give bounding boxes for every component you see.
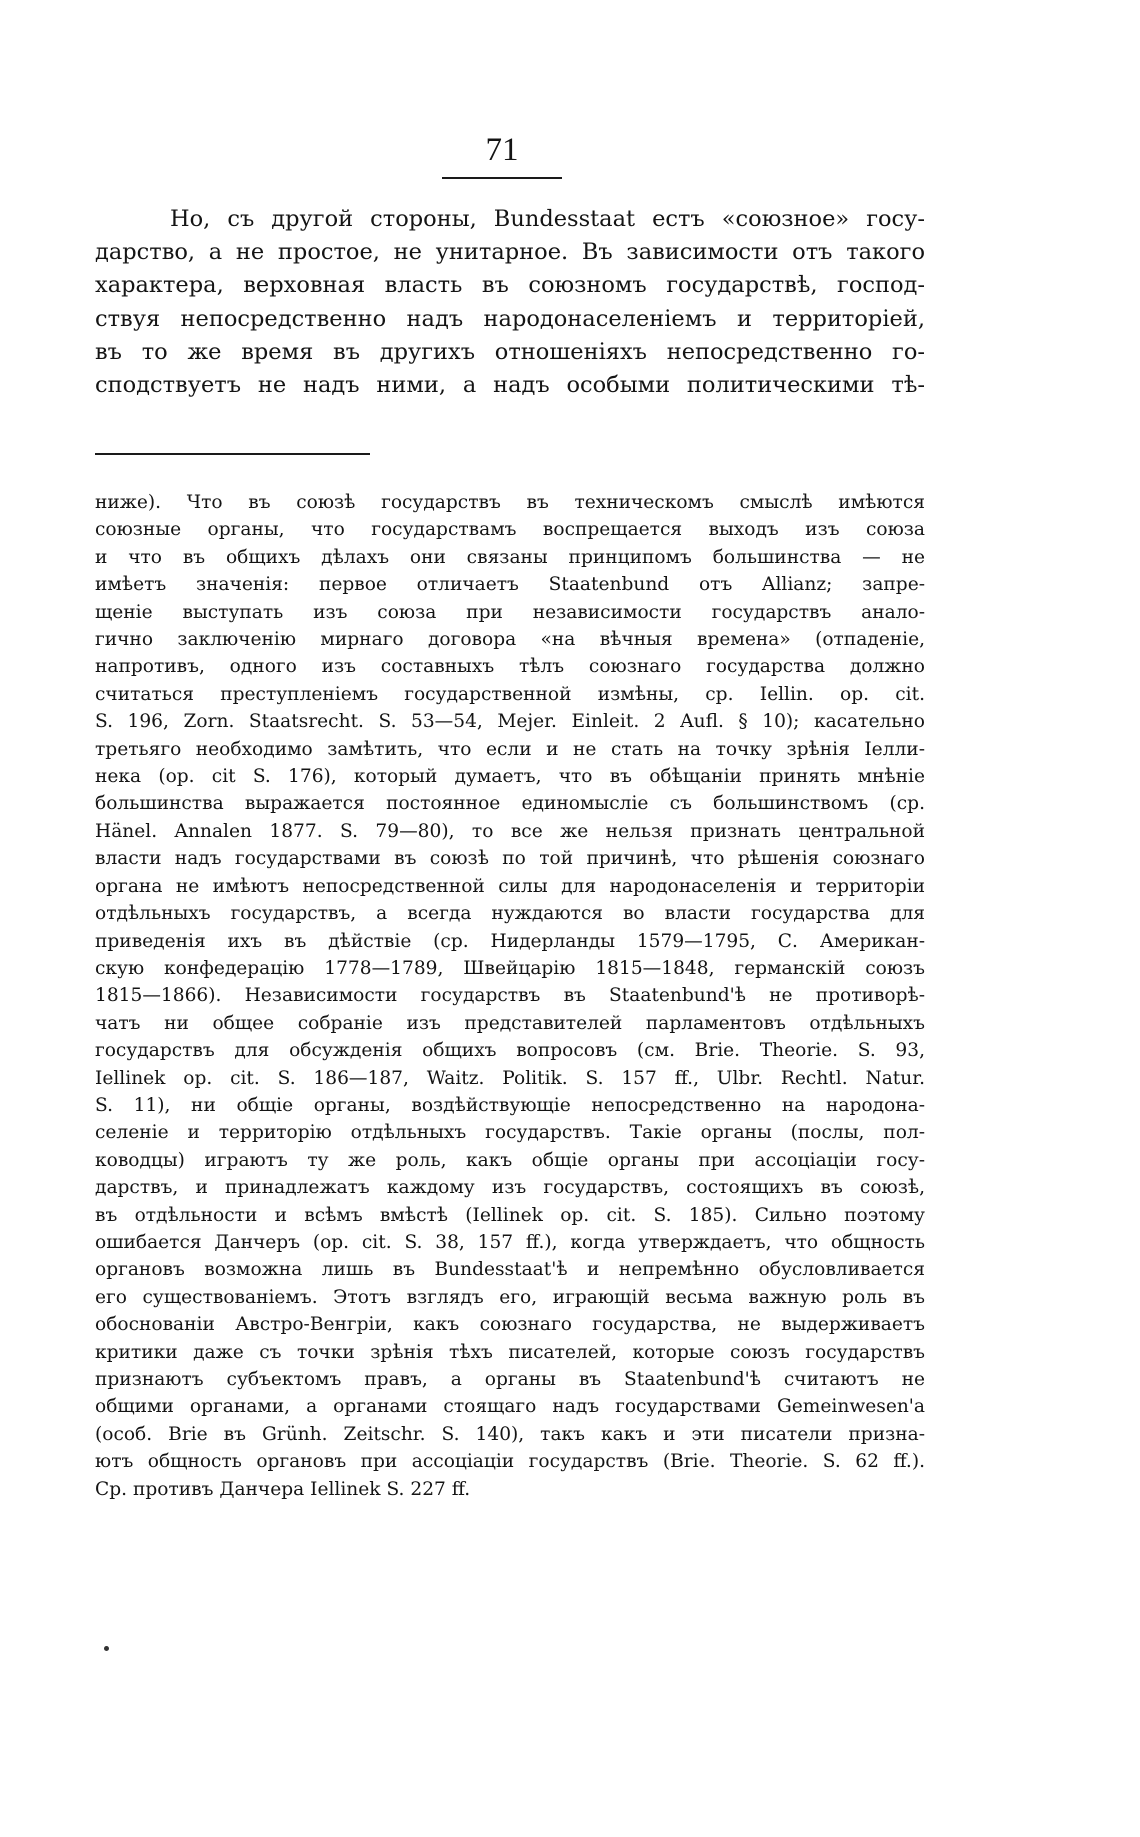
footnote-separator — [95, 453, 370, 455]
main-text-line: въ то же время въ другихъ отношеніяхъ непосредственно го- — [95, 338, 925, 365]
footnote-line: Hänel. Annalen 1877. S. 79—80), то все же нельзя признать центральной — [95, 820, 925, 842]
footnote-line: государствъ для обсужденія общихъ вопросовъ (см. Brie. Theorie. S. 93, — [95, 1040, 925, 1062]
footnote-line: (особ. Brie въ Grünh. Zeitschr. S. 140), такъ какъ и эти писатели призна- — [95, 1423, 925, 1445]
footnote-line: дарствъ, и принадлежатъ каждому изъ государствъ, состоящихъ въ союзѣ, — [95, 1177, 925, 1199]
footnote-line: 1815—1866). Независимости государствъ въ Staatenbund'ѣ не противорѣ- — [95, 985, 925, 1007]
main-text — [95, 203, 925, 402]
footnote-line: имѣетъ значенія: первое отличаетъ Staatenbund отъ Allianz; запре- — [95, 574, 925, 596]
footnote-line: органовъ возможна лишь въ Bundesstaat'ѣ и непремѣнно обусловливается — [95, 1259, 925, 1281]
footnote-line: ютъ общность органовъ при ассоціаціи государствъ (Brie. Theorie. S. 62 ff.). — [95, 1451, 925, 1473]
page-number: 71 — [485, 132, 519, 168]
footnote-line: отдѣльныхъ государствъ, а всегда нуждаются во власти государства для — [95, 903, 925, 925]
footnote-line: общими органами, а органами стоящаго надъ государствами Gemeinwesen'a — [95, 1396, 925, 1418]
footnote-line: S. 196, Zorn. Staatsrecht. S. 53—54, Mejer. Einleit. 2 Aufl. § 10); касательно — [95, 711, 925, 733]
footnote-line: щеніе выступать изъ союза при независимости государствъ анало- — [95, 601, 925, 623]
footnote-line: большинства выражается постоянное единомысліе съ большинствомъ (ср. — [95, 793, 925, 815]
footnote-text — [95, 489, 925, 1503]
footnote-line: обоснованіи Австро-Венгріи, какъ союзнаго государства, не выдерживаетъ — [95, 1314, 925, 1336]
footnote-line: нека (op. cit S. 176), который думаетъ, что въ обѣщаніи принять мнѣніе — [95, 766, 925, 788]
footnote-line: приведенія ихъ въ дѣйствіе (ср. Нидерланды 1579—1795, С. Американ- — [95, 930, 925, 952]
main-text-line: характера, верховная власть въ союзномъ государствѣ, господ- — [95, 272, 925, 299]
footnote-line: напротивъ, одного изъ составныхъ тѣлъ союзнаго государства должно — [95, 656, 925, 678]
footnote-line: гично заключенію мирнаго договора «на вѣчныя времена» (отпаденіе, — [95, 629, 925, 651]
footnote-line: третьяго необходимо замѣтить, что если и не стать на точку зрѣнія Іелли- — [95, 738, 925, 760]
footnote-line: критики даже съ точки зрѣнія тѣхъ писателей, которые союзъ государствъ — [95, 1341, 925, 1363]
page-number-rule — [442, 177, 562, 179]
footnote-line: чатъ ни общее собраніе изъ представителей парламентовъ отдѣльныхъ — [95, 1012, 925, 1034]
footnote-line: селеніе и территорію отдѣльныхъ государствъ. Такіе органы (послы, пол- — [95, 1122, 925, 1144]
footnote-line: считаться преступленіемъ государственной измѣны, ср. Iellin. op. cit. — [95, 683, 925, 705]
footnote-line: въ отдѣльности и всѣмъ вмѣстѣ (Iellinek op. cit. S. 185). Сильно поэтому — [95, 1204, 925, 1226]
footnote-line: скую конфедерацію 1778—1789, Швейцарію 1815—1848, германскій союзъ — [95, 957, 925, 979]
footnote-line: союзные органы, что государствамъ воспрещается выходъ изъ союза — [95, 519, 925, 541]
main-text-line: Но, съ другой стороны, Bundesstaat естъ «союзное» госу- — [170, 206, 925, 232]
footnote-line: и что въ общихъ дѣлахъ они связаны принципомъ большинства — не — [95, 546, 925, 568]
footnote-line: S. 11), ни общіе органы, воздѣйствующіе непосредственно на народона- — [95, 1094, 925, 1116]
main-text-line: сподствуетъ не надъ ними, а надъ особыми политическими тѣ- — [95, 372, 925, 399]
stray-mark — [104, 1646, 109, 1651]
footnote-line: Iellinek op. cit. S. 186—187, Waitz. Politik. S. 157 ff., Ulbr. Rechtl. Natur. — [95, 1067, 925, 1089]
main-text-line: ствуя непосредственно надъ народонаселеніемъ и территоріей, — [95, 305, 925, 332]
footnote-line: ководцы) играютъ ту же роль, какъ общіе органы при ассоціаціи госу- — [95, 1149, 925, 1171]
footnote-line: его существованіемъ. Этотъ взглядъ его, играющій весьма важную роль въ — [95, 1286, 925, 1308]
footnote-line: органа не имѣютъ непосредственной силы для народонаселенія и территоріи — [95, 875, 925, 897]
main-text-line: дарство, а не простое, не унитарное. Въ зависимости отъ такого — [95, 239, 925, 266]
footnote-line: ошибается Данчеръ (op. cit. S. 38, 157 ff.), когда утверждаетъ, что общность — [95, 1231, 925, 1253]
footnote-line: ниже). Что въ союзѣ государствъ въ техническомъ смыслѣ имѣются — [95, 492, 925, 513]
footnote-line: Ср. противъ Данчера Iellinek S. 227 ff. — [95, 1478, 471, 1500]
footnote-line: власти надъ государствами въ союзѣ по той причинѣ, что рѣшенія союзнаго — [95, 848, 925, 870]
footnote-line: признаютъ субъектомъ правъ, а органы въ Staatenbund'ѣ считаютъ не — [95, 1369, 925, 1390]
